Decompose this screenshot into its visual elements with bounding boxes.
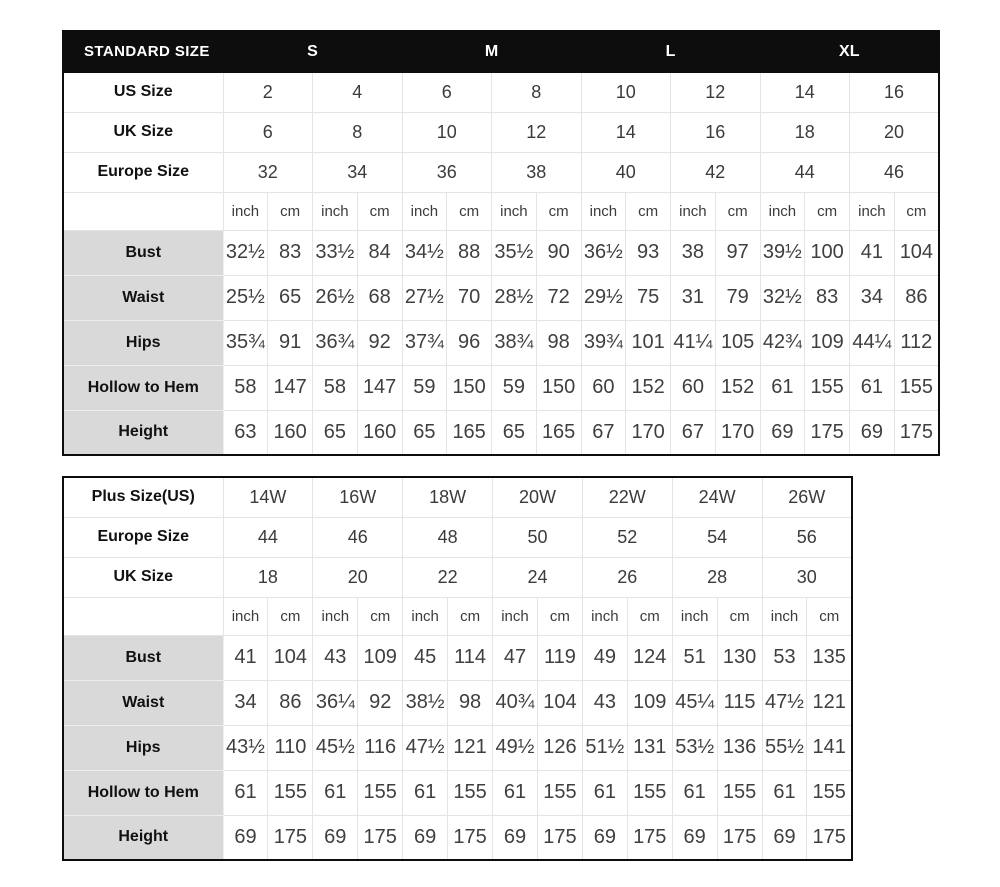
measurement-cell: 121 — [448, 725, 493, 770]
measurement-cell: 47½ — [762, 680, 807, 725]
measurement-cell: 70 — [447, 275, 492, 320]
measurement-cell: 65 — [268, 275, 313, 320]
size-value-cell: 54 — [672, 517, 762, 557]
measurement-cell: 160 — [357, 410, 402, 455]
unit-label-inch: inch — [313, 597, 358, 635]
size-value-cell: 46 — [850, 152, 940, 192]
measurement-cell: 155 — [268, 770, 313, 815]
size-value-cell: 46 — [313, 517, 403, 557]
measurement-cell: 41¼ — [671, 320, 716, 365]
measurement-cell: 152 — [626, 365, 671, 410]
row-label: Hollow to Hem — [63, 365, 223, 410]
measurement-cell: 60 — [581, 365, 626, 410]
size-value-cell: 28 — [672, 557, 762, 597]
size-value-cell: 20 — [850, 112, 940, 152]
size-value-cell: 14 — [760, 72, 850, 112]
measurement-cell: 175 — [805, 410, 850, 455]
measurement-cell: 86 — [268, 680, 313, 725]
size-value-cell: 38 — [492, 152, 582, 192]
measurement-cell: 105 — [715, 320, 760, 365]
measurement-cell: 69 — [850, 410, 895, 455]
measurement-cell: 42¾ — [760, 320, 805, 365]
row-label: Hips — [63, 725, 223, 770]
size-value-cell: 10 — [402, 112, 492, 152]
measurement-cell: 34½ — [402, 230, 447, 275]
measurement-cell: 90 — [536, 230, 581, 275]
unit-label-inch: inch — [403, 597, 448, 635]
measurement-cell: 26½ — [313, 275, 358, 320]
info-row-europe-size — [63, 152, 939, 192]
size-value-cell: 50 — [493, 517, 583, 557]
size-value-cell: 52 — [582, 517, 672, 557]
info-row-plus-size-us- — [63, 477, 852, 517]
size-group-s: S — [223, 31, 402, 72]
measurement-cell: 104 — [537, 680, 582, 725]
measure-row-waist — [63, 680, 852, 725]
measurement-cell: 51 — [672, 635, 717, 680]
measurement-cell: 175 — [717, 815, 762, 860]
measurement-cell: 61 — [672, 770, 717, 815]
measurement-cell: 93 — [626, 230, 671, 275]
measurement-cell: 96 — [447, 320, 492, 365]
size-value-cell: 6 — [402, 72, 492, 112]
row-label: Hollow to Hem — [63, 770, 223, 815]
unit-label-cm: cm — [805, 192, 850, 230]
unit-label-cm: cm — [268, 192, 313, 230]
measurement-cell: 38¾ — [492, 320, 537, 365]
measurement-cell: 53½ — [672, 725, 717, 770]
measure-row-height — [63, 815, 852, 860]
measurement-cell: 39¾ — [581, 320, 626, 365]
unit-label-inch: inch — [223, 192, 268, 230]
measurement-cell: 130 — [717, 635, 762, 680]
size-value-cell: 20 — [313, 557, 403, 597]
measurement-cell: 45¼ — [672, 680, 717, 725]
measurement-cell: 34 — [223, 680, 268, 725]
info-row-uk-size — [63, 112, 939, 152]
measurement-cell: 69 — [762, 815, 807, 860]
row-label: Bust — [63, 635, 223, 680]
unit-label-cm: cm — [715, 192, 760, 230]
measurement-cell: 28½ — [492, 275, 537, 320]
unit-label-cm: cm — [537, 597, 582, 635]
measurement-cell: 63 — [223, 410, 268, 455]
size-value-cell: 24 — [493, 557, 583, 597]
size-table-header-row — [63, 31, 939, 72]
measurement-cell: 175 — [268, 815, 313, 860]
measurement-cell: 110 — [268, 725, 313, 770]
row-label: UK Size — [63, 112, 223, 152]
size-value-cell: 8 — [492, 72, 582, 112]
measurement-cell: 116 — [358, 725, 403, 770]
unit-label-cm: cm — [894, 192, 939, 230]
row-label: Europe Size — [63, 517, 223, 557]
size-value-cell: 4 — [313, 72, 403, 112]
measurement-cell: 38½ — [403, 680, 448, 725]
measurement-cell: 104 — [894, 230, 939, 275]
size-value-cell: 14W — [223, 477, 313, 517]
size-value-cell: 36 — [402, 152, 492, 192]
measurement-cell: 61 — [313, 770, 358, 815]
size-value-cell: 16 — [671, 112, 761, 152]
measure-row-hips — [63, 725, 852, 770]
measure-row-hips — [63, 320, 939, 365]
measurement-cell: 155 — [805, 365, 850, 410]
measurement-cell: 38 — [671, 230, 716, 275]
measurement-cell: 58 — [223, 365, 268, 410]
measurement-cell: 155 — [717, 770, 762, 815]
measurement-cell: 147 — [268, 365, 313, 410]
measurement-cell: 34 — [850, 275, 895, 320]
measurement-cell: 84 — [357, 230, 402, 275]
measure-row-bust — [63, 230, 939, 275]
measurement-cell: 61 — [223, 770, 268, 815]
measurement-cell: 69 — [403, 815, 448, 860]
measurement-cell: 155 — [807, 770, 852, 815]
unit-label-cm: cm — [448, 597, 493, 635]
size-value-cell: 20W — [493, 477, 583, 517]
standard-size-table — [62, 30, 940, 456]
plus-size-table — [62, 476, 853, 861]
size-value-cell: 26W — [762, 477, 852, 517]
size-value-cell: 24W — [672, 477, 762, 517]
measurement-cell: 47 — [493, 635, 538, 680]
measurement-cell: 101 — [626, 320, 671, 365]
measurement-cell: 75 — [626, 275, 671, 320]
measurement-cell: 150 — [447, 365, 492, 410]
measure-row-waist — [63, 275, 939, 320]
measurement-cell: 175 — [627, 815, 672, 860]
measurement-cell: 47½ — [403, 725, 448, 770]
measurement-cell: 165 — [536, 410, 581, 455]
measurement-cell: 175 — [537, 815, 582, 860]
measurement-cell: 69 — [313, 815, 358, 860]
row-label: Height — [63, 815, 223, 860]
measurement-cell: 45 — [403, 635, 448, 680]
measurement-cell: 97 — [715, 230, 760, 275]
measurement-cell: 100 — [805, 230, 850, 275]
size-value-cell: 42 — [671, 152, 761, 192]
measurement-cell: 152 — [715, 365, 760, 410]
info-row-europe-size — [63, 517, 852, 557]
measurement-cell: 69 — [582, 815, 627, 860]
measurement-cell: 126 — [537, 725, 582, 770]
size-value-cell: 32 — [223, 152, 313, 192]
unit-label-inch: inch — [671, 192, 716, 230]
unit-label-inch: inch — [581, 192, 626, 230]
size-value-cell: 16 — [850, 72, 940, 112]
unit-label-inch: inch — [313, 192, 358, 230]
size-value-cell: 6 — [223, 112, 313, 152]
measurement-cell: 68 — [357, 275, 402, 320]
measurement-cell: 150 — [536, 365, 581, 410]
measurement-cell: 104 — [268, 635, 313, 680]
measurement-cell: 35½ — [492, 230, 537, 275]
unit-label-inch: inch — [762, 597, 807, 635]
size-group-m: M — [402, 31, 581, 72]
unit-label-cm: cm — [357, 192, 402, 230]
size-value-cell: 18W — [403, 477, 493, 517]
measure-row-bust — [63, 635, 852, 680]
measurement-cell: 61 — [850, 365, 895, 410]
measurement-cell: 115 — [717, 680, 762, 725]
unit-label-cm: cm — [807, 597, 852, 635]
unit-label-cm: cm — [627, 597, 672, 635]
measurement-cell: 69 — [760, 410, 805, 455]
measurement-cell: 27½ — [402, 275, 447, 320]
measurement-cell: 29½ — [581, 275, 626, 320]
measurement-cell: 124 — [627, 635, 672, 680]
measurement-cell: 86 — [894, 275, 939, 320]
measurement-cell: 35¾ — [223, 320, 268, 365]
measurement-cell: 43½ — [223, 725, 268, 770]
unit-row — [63, 192, 939, 230]
measurement-cell: 36½ — [581, 230, 626, 275]
size-value-cell: 18 — [223, 557, 313, 597]
unit-label-cm: cm — [717, 597, 762, 635]
unit-label-cm: cm — [536, 192, 581, 230]
measurement-cell: 25½ — [223, 275, 268, 320]
unit-label-inch: inch — [582, 597, 627, 635]
measurement-cell: 83 — [268, 230, 313, 275]
unit-label-inch: inch — [492, 192, 537, 230]
measurement-cell: 170 — [715, 410, 760, 455]
measurement-cell: 170 — [626, 410, 671, 455]
measurement-cell: 60 — [671, 365, 716, 410]
measurement-cell: 32½ — [223, 230, 268, 275]
size-value-cell: 44 — [223, 517, 313, 557]
measurement-cell: 98 — [536, 320, 581, 365]
measurement-cell: 92 — [358, 680, 403, 725]
size-value-cell: 14 — [581, 112, 671, 152]
row-label: Hips — [63, 320, 223, 365]
measure-row-hollow-to-hem — [63, 770, 852, 815]
unit-label-inch: inch — [223, 597, 268, 635]
row-label: Bust — [63, 230, 223, 275]
measurement-cell: 37¾ — [402, 320, 447, 365]
measurement-cell: 175 — [807, 815, 852, 860]
measurement-cell: 61 — [762, 770, 807, 815]
measurement-cell: 36¼ — [313, 680, 358, 725]
measurement-cell: 41 — [850, 230, 895, 275]
measurement-cell: 155 — [537, 770, 582, 815]
unit-label-cm: cm — [268, 597, 313, 635]
measurement-cell: 61 — [403, 770, 448, 815]
measurement-cell: 92 — [357, 320, 402, 365]
measurement-cell: 175 — [894, 410, 939, 455]
unit-label-cm: cm — [447, 192, 492, 230]
measurement-cell: 31 — [671, 275, 716, 320]
measurement-cell: 44¼ — [850, 320, 895, 365]
size-value-cell: 22W — [582, 477, 672, 517]
measurement-cell: 98 — [448, 680, 493, 725]
measurement-cell: 119 — [537, 635, 582, 680]
size-value-cell: 10 — [581, 72, 671, 112]
measurement-cell: 165 — [447, 410, 492, 455]
measurement-cell: 61 — [760, 365, 805, 410]
measurement-cell: 69 — [223, 815, 268, 860]
measurement-cell: 55½ — [762, 725, 807, 770]
measurement-cell: 32½ — [760, 275, 805, 320]
measurement-cell: 109 — [358, 635, 403, 680]
row-label: UK Size — [63, 557, 223, 597]
measurement-cell: 49 — [582, 635, 627, 680]
measurement-cell: 109 — [805, 320, 850, 365]
measurement-cell: 33½ — [313, 230, 358, 275]
measurement-cell: 109 — [627, 680, 672, 725]
measurement-cell: 36¾ — [313, 320, 358, 365]
row-label: Height — [63, 410, 223, 455]
row-label: Waist — [63, 680, 223, 725]
row-label: Plus Size(US) — [63, 477, 223, 517]
measurement-cell: 41 — [223, 635, 268, 680]
size-value-cell: 2 — [223, 72, 313, 112]
measurement-cell: 58 — [313, 365, 358, 410]
measurement-cell: 39½ — [760, 230, 805, 275]
measurement-cell: 131 — [627, 725, 672, 770]
unit-label-inch: inch — [493, 597, 538, 635]
measurement-cell: 45½ — [313, 725, 358, 770]
measurement-cell: 155 — [627, 770, 672, 815]
measurement-cell: 147 — [357, 365, 402, 410]
measurement-cell: 69 — [493, 815, 538, 860]
measurement-cell: 91 — [268, 320, 313, 365]
measurement-cell: 83 — [805, 275, 850, 320]
row-label: US Size — [63, 72, 223, 112]
empty-corner-cell — [63, 597, 223, 635]
measurement-cell: 43 — [582, 680, 627, 725]
measurement-cell: 72 — [536, 275, 581, 320]
measurement-cell: 43 — [313, 635, 358, 680]
measurement-cell: 141 — [807, 725, 852, 770]
measurement-cell: 175 — [358, 815, 403, 860]
unit-label-inch: inch — [850, 192, 895, 230]
size-value-cell: 8 — [313, 112, 403, 152]
measurement-cell: 175 — [448, 815, 493, 860]
measurement-cell: 49½ — [493, 725, 538, 770]
empty-corner-cell — [63, 192, 223, 230]
size-group-xl: XL — [760, 31, 939, 72]
measurement-cell: 155 — [894, 365, 939, 410]
measurement-cell: 79 — [715, 275, 760, 320]
size-value-cell: 44 — [760, 152, 850, 192]
row-label: Europe Size — [63, 152, 223, 192]
row-label: Waist — [63, 275, 223, 320]
unit-row — [63, 597, 852, 635]
measurement-cell: 67 — [671, 410, 716, 455]
measure-row-height — [63, 410, 939, 455]
size-value-cell: 16W — [313, 477, 403, 517]
measurement-cell: 136 — [717, 725, 762, 770]
measurement-cell: 59 — [492, 365, 537, 410]
measurement-cell: 65 — [492, 410, 537, 455]
measurement-cell: 51½ — [582, 725, 627, 770]
size-value-cell: 22 — [403, 557, 493, 597]
measurement-cell: 67 — [581, 410, 626, 455]
measurement-cell: 160 — [268, 410, 313, 455]
unit-label-cm: cm — [626, 192, 671, 230]
size-value-cell: 12 — [492, 112, 582, 152]
measurement-cell: 65 — [402, 410, 447, 455]
size-value-cell: 30 — [762, 557, 852, 597]
measurement-cell: 135 — [807, 635, 852, 680]
measure-row-hollow-to-hem — [63, 365, 939, 410]
measurement-cell: 61 — [582, 770, 627, 815]
measurement-cell: 53 — [762, 635, 807, 680]
measurement-cell: 65 — [313, 410, 358, 455]
size-value-cell: 56 — [762, 517, 852, 557]
measurement-cell: 112 — [894, 320, 939, 365]
size-value-cell: 40 — [581, 152, 671, 192]
measurement-cell: 59 — [402, 365, 447, 410]
measurement-cell: 69 — [672, 815, 717, 860]
measurement-cell: 40¾ — [493, 680, 538, 725]
unit-label-inch: inch — [672, 597, 717, 635]
measurement-cell: 121 — [807, 680, 852, 725]
measurement-cell: 88 — [447, 230, 492, 275]
size-value-cell: 48 — [403, 517, 493, 557]
unit-label-inch: inch — [760, 192, 805, 230]
size-value-cell: 26 — [582, 557, 672, 597]
size-value-cell: 34 — [313, 152, 403, 192]
unit-label-inch: inch — [402, 192, 447, 230]
measurement-cell: 155 — [358, 770, 403, 815]
info-row-uk-size — [63, 557, 852, 597]
size-value-cell: 18 — [760, 112, 850, 152]
size-group-l: L — [581, 31, 760, 72]
info-row-us-size — [63, 72, 939, 112]
unit-label-cm: cm — [358, 597, 403, 635]
table-title: STANDARD SIZE — [63, 31, 223, 72]
measurement-cell: 114 — [448, 635, 493, 680]
measurement-cell: 61 — [493, 770, 538, 815]
measurement-cell: 155 — [448, 770, 493, 815]
size-value-cell: 12 — [671, 72, 761, 112]
